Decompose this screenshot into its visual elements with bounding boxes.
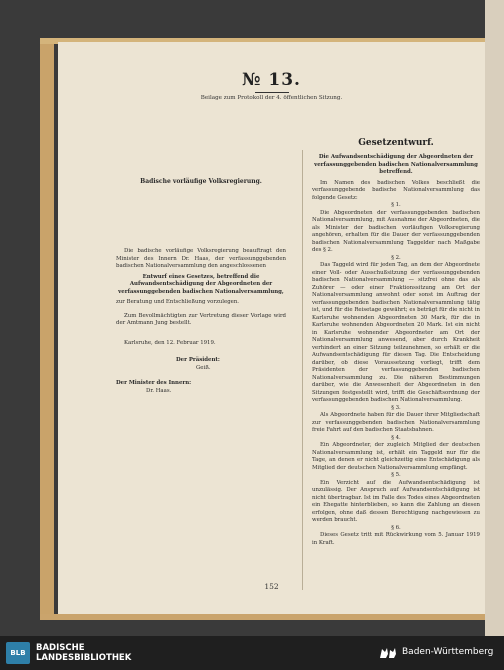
library-name[interactable] <box>36 643 131 663</box>
section-5-text: Ein Verzicht auf die Aufwandsentschädigung ist unzulässig. Der Anspruch auf Aufwandsentschädigung ist nicht übertragbar. Ist im Falle des Todes eines Abgeordneten ein Ehegatte hinterblieben, so kann die Zahlung an diesen erfolgen, ohne daß dessen Berechtigung nachgewiesen zu werden braucht. <box>312 479 480 523</box>
library-name-line2: LANDESBIBLIOTHEK <box>36 653 132 663</box>
binding-board-bottom <box>40 614 485 620</box>
section-4-text: Ein Abgeordneter, der zugleich Mitglied der deutschen Nationalversammlung ist, erhält ein Taggeld nur für die Tage, an denen er nicht gleichzeitig eine Entschädigung als Mitglied der deutschen Nationalversammlung empfängt. <box>312 442 480 471</box>
document-number: № 13. <box>58 70 485 93</box>
section-6-label: § 6. <box>391 524 401 531</box>
president-name: Geiß. <box>196 364 211 371</box>
section-2-label: § 2. <box>391 254 401 261</box>
document-subtitle: Beilage zum Protokoll der 4. öffentlichen Sitzung. <box>200 95 343 101</box>
left-intro: Die badische vorläufige Volksregierung beauftragt den Minister des Innern Dr. Haas, der verfassunggebenden badischen Nationalversammlung den angeschlossenen <box>116 248 286 269</box>
left-place-date: Karlsruhe, den 12. Februar 1919. <box>124 339 216 346</box>
section-1-text: Die Abgeordneten der verfassunggebenden badischen Nationalversammlung, mit Ausnahme der Abgeordneten, die als Minister der badischen vorläufigen Volksregierung angehören, erhalten für die Dauer der verfassunggebenden badischen Nationalversammlung Taggelder nach Maßgabe des § 2. <box>312 209 480 253</box>
left-bold-title: Entwurf eines Gesetzes, betreffend die Aufwandsentschädigung der Abgeordneten der verfassunggebenden badischen Nationalversammlung, <box>118 273 284 295</box>
viewer-footer <box>0 636 504 670</box>
blb-logo[interactable]: BLB <box>6 642 30 664</box>
adjacent-page-edge <box>485 0 504 636</box>
left-delegate: Zum Bevollmächtigten zur Vertretung dieser Vorlage wird der Amtmann Jung bestellt. <box>116 312 286 326</box>
section-5-label: § 5. <box>391 472 401 478</box>
right-subheading: Die Aufwandsentschädigung der Abgeordneten der verfassunggebenden badischen Nationalversammlung betreffend. <box>314 154 478 175</box>
left-body <box>116 248 286 395</box>
minister-name: Dr. Haas. <box>146 387 172 394</box>
right-heading: Gesetzentwurf. <box>358 138 434 148</box>
library-name-line1: BADISCHE <box>36 643 85 653</box>
page-number: 152 <box>264 582 279 591</box>
left-column <box>116 178 286 186</box>
right-preamble: Im Namen des badischen Volkes beschließt die verfassunggebende badische Nationalversammlung das folgende Gesetz: <box>312 179 480 201</box>
right-column <box>312 154 480 547</box>
left-heading: Badische vorläufige Volksregierung. <box>140 178 262 185</box>
document-page <box>58 42 485 614</box>
state-name[interactable]: Baden-Württemberg <box>402 647 494 657</box>
section-2-text: Das Taggeld wird für jeden Tag, an dem der Abgeordnete einer Voll- oder Ausschußsitzung der verfassunggebenden badischen Nationalversammlung — sitzfrei ohne das als Zuhörer — oder einer Fraktionssitzung am Ort der Nationalversammlung anwohnt oder sonst im Auftrag der verfassunggebenden badischen Nationalversammlung tätig ist, und für die Reisetage gewährt; es beträgt für die nicht in Karlsruhe wohnenden Abgeordneten 30 Mark, für die in Karlsruhe wohnenden Abgeordneten 20 Mark. Ist ein nicht in Karlsruhe wohnender Abgeordneter am Ort der Nationalversammlung anwesend, aber durch Krankheit verhindert an einer Sitzung teilzunehmen, so erhält er die Aufwandsentschädigung für diesen Tag. Die Entscheidung darüber, ob diese Voraussetzung vorliegt, trifft dem Präsidenten der verfassunggebenden badischen Nationalversammlung zu. Die näheren Bestimmungen darüber, wie die Anwesenheit der Abgeordneten in den Sitzungen festgestellt wird, trifft die Geschäftsordnung der verfassunggebenden badischen Nationalversammlung. <box>312 262 480 403</box>
binding-board-left <box>40 38 54 620</box>
section-1-label: § 1. <box>391 202 401 208</box>
baden-wuerttemberg-lions-icon[interactable] <box>378 645 398 661</box>
minister-label: Der Minister des Innern: <box>116 380 192 386</box>
left-after: zur Beratung und Entschließung vorzulegen. <box>116 299 240 305</box>
president-label: Der Präsident: <box>176 357 220 363</box>
section-3-label: § 3. <box>391 404 401 411</box>
section-6-text: Dieses Gesetz tritt mit Rückwirkung vom 5. Januar 1919 in Kraft. <box>312 532 480 546</box>
column-divider <box>302 150 303 590</box>
section-3-text: Als Abgeordnete haben für die Dauer ihrer Mitgliedschaft zur verfassunggebenden badischen Nationalversammlung freie Fahrt auf den badischen Staatsbahnen. <box>312 412 480 433</box>
section-4-label: § 4. <box>391 434 401 441</box>
